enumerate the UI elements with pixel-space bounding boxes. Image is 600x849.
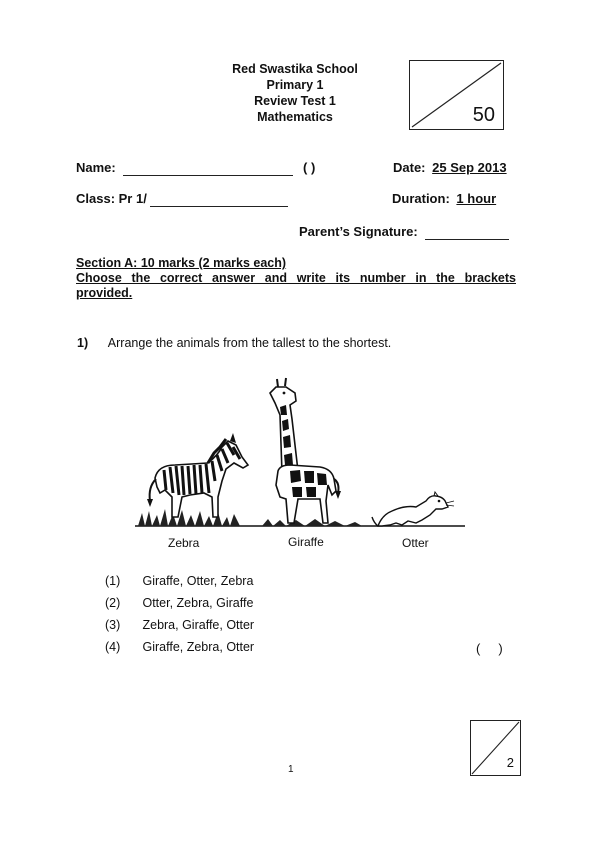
animal-label-zebra: Zebra [168, 536, 200, 550]
option-number: (2) [105, 596, 121, 610]
otter-illustration [372, 492, 454, 526]
option-text: Giraffe, Otter, Zebra [142, 574, 254, 588]
option-1 [105, 574, 253, 588]
name-label: Name: [76, 160, 116, 175]
test-name: Review Test 1 [254, 94, 336, 108]
subject: Mathematics [257, 110, 333, 124]
option-number: (3) [105, 618, 121, 632]
signature-field[interactable] [425, 224, 509, 240]
section-instruction-line2: provided. [76, 286, 133, 300]
page-marks-box [470, 720, 521, 776]
option-4 [105, 640, 254, 654]
name-field[interactable] [123, 160, 293, 176]
option-text: Giraffe, Zebra, Otter [142, 640, 255, 654]
school-header [200, 61, 390, 125]
score-total: 50 [472, 104, 495, 126]
zebra-illustration [138, 433, 248, 526]
register-number-brackets: ( ) [303, 160, 316, 175]
section-a-heading [76, 256, 516, 301]
animal-label-giraffe: Giraffe [288, 535, 324, 549]
level: Primary 1 [266, 78, 324, 92]
animal-label-otter: Otter [402, 536, 429, 550]
class-field[interactable] [150, 191, 288, 207]
option-text: Zebra, Giraffe, Otter [142, 618, 255, 632]
option-number: (1) [105, 574, 121, 588]
duration-row [392, 191, 496, 206]
section-instruction-line1: Choose the correct answer and write its number in the brackets [76, 271, 516, 285]
question-1 [77, 336, 391, 350]
answer-brackets[interactable]: ( ) [476, 641, 503, 656]
duration-label: Duration: [392, 191, 450, 206]
page-number: 1 [288, 764, 294, 775]
option-3 [105, 618, 254, 632]
date-label: Date: [393, 160, 426, 175]
school-name: Red Swastika School [232, 62, 358, 76]
giraffe-illustration [262, 378, 362, 526]
question-text: Arrange the animals from the tallest to the shortest. [107, 336, 392, 350]
duration-value: 1 hour [456, 191, 497, 206]
date-row [393, 160, 507, 175]
total-score-box [409, 60, 504, 130]
signature-row [299, 224, 509, 240]
option-number: (4) [105, 640, 121, 654]
class-label: Class: Pr 1/ [76, 191, 147, 206]
signature-label: Parent’s Signature: [299, 224, 418, 239]
animals-illustration [130, 375, 470, 535]
question-number: 1) [77, 336, 89, 350]
option-text: Otter, Zebra, Giraffe [142, 596, 254, 610]
section-title: Section A: 10 marks (2 marks each) [76, 256, 287, 270]
class-row [76, 191, 288, 207]
page-marks: 2 [506, 755, 514, 770]
date-value: 25 Sep 2013 [432, 160, 507, 175]
name-row [76, 160, 315, 176]
option-2 [105, 596, 253, 610]
